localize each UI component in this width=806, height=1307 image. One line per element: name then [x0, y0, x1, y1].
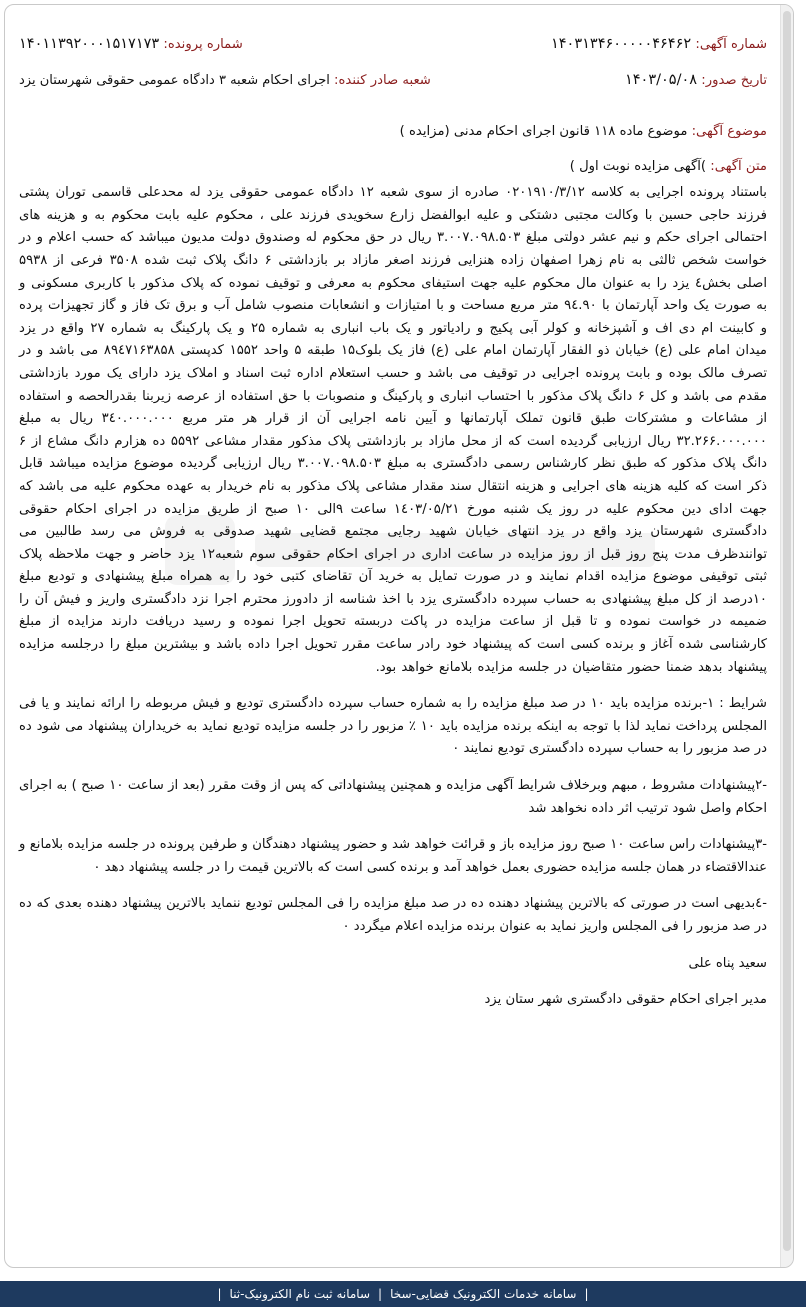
footer-bar — [0, 1281, 806, 1307]
ad-body-text: باستناد پرونده اجرایی به کلاسه ۰۲۰۱۹۱۰/۳/۱۲ صادره از سوی شعبه ۱۲ دادگاه عمومی حقوقی یزد له محدعلی قاسمی توران پشتی فرزند حاجی حسین با وکالت مجتبی دشتکی و علیه ابوالفضل زارع سخویدی فرزند علی ، محکوم علیه بابت محکوم به و هزینه های احتمالی اجرای حکم و نیم عشر دولتی مبلغ ۳.۰۰۷.۰۹۸.۵۰۳ ریال در حق محکوم له وصندوق دولت مدیون میباشد که حسب اعلام و در خواست شخص ثالثی به نام زهرا اصفهان زاده هنزایی فرزند اصغر مازاد بر بازداشتی ۶ دانگ پلاک ثبت شده ۳۵۰۸ فرعی از ۵۹۳۸ اصلی بخش٤ یزد را به عنوان مال محکوم علیه جهت استیفای محکوم به معرفی و توقیف نموده که پلاک مذکور با کاربری مسکونی و به صورت یک واحد آپارتمان با ۹٤.۹۰ متر مربع مساحت و با امتیازات و انشعابات منصوب شامل آب و برق تک فاز و گاز تجهیزات پرده و کابینت ام دی اف و آشپزخانه و کولر آبی پکیج و رادیاتور و یک باب انباری به شماره ۲۵ و یک پارکینگ به شماره ۲۷ واقع در یزد میدان امام علی (ع) خیابان ذو الفقار آپارتمان امام علی (ع) فاز یک بلوک۱۵ طبقه ۵ واحد ۱۵۵۲ کدپستی ۸۹٤۷۱۶۳۸۵۸ می باشد و در تصرف مالک بوده و بابت پرونده اجرایی در توقیف می باشد و حسب استعلام اداره ثبت اسناد و املاک یزد دارای یک مورد بازداشتی مقدم می باشد و کل ۶ دانگ پلاک مذکور با احتساب انباری و پارکینگ و منصوبات با حق استفاده از عرصه زیربنا بقدرالحصه و استفاده از مشاعات و مشترکات طبق قانون تملک آپارتمانها و آیین نامه اجرایی آن از قرار هر متر مربع ۳٤۰.۰۰۰.۰۰۰ ریال به مبلغ ۳۲.۲۶۶.۰۰۰.۰۰۰ ریال ارزیابی گردیده است که از محل مازاد بر بازداشتی پلاک مذکور مقدار مشاعی ۵۵۹۲ ده هزارم دانگ مشاع از ۶ دانگ پلاک مذکور که طبق نظر کارشناس رسمی دادگستری به مبلغ ۳.۰۰۷.۰۹۸.۵۰۳ ریال ارزیابی گردیده موضوع مزایده میباشد قابل ذکر است که کلیه هزینه های اجرایی و هزینه انتقال سند مقدار مشاعی پلاک مذکور به نام خریدار به عهده محکوم علیه می باشد که جهت ادای دین محکوم علیه در روز یک شنبه مورخ ۱٤۰۳/۰۵/۲۱ ساعت ۹الی ۱۰ صبح از طریق مزایده در اجرای احکام حقوقی دادگستری شهرستان یزد واقع در یزد انتهای خیابان شهید رجایی مجتمع قضایی شهید صدوقی به فروش می رسد طالبین می توانندظرف مدت پنج روز قبل از روز مزایده در ساعت اداری در اجرای احکام حقوقی سوم شعبه۱۲ یزد حاضر و جهت ملاحظه پلاک ثبتی توقیفی موضوع مزایده اقدام نمایند و در صورت تمایل به خرید آن تقاضای کتبی خود را به همراه مبلغ پیشنهادی و تودیع مبلغ ۱۰درصد از کل مبلغ پیشنهادی به حساب سپرده دادگستری یزد با اخذ شناسه از دادورز محترم اجرا نزد دادگستری واریز و فیش آن را ضمیمه در خواست نموده و تا قبل از ساعت مزایده در پاکت دربسته تحویل اجرا نموده و رسید دریافت دارند مزایده از مبلغ کارشناسی شده آغاز و برنده کسی است که پیشنهاد خود رادر ساعت مقرر تحویل اجرا داده باشد و بیشترین مبلغ را درجلسه مزایده پیشنهاد بدهد ضمنا حضور متقاضیان در جلسه مزایده بلامانع خواهد بود. — [19, 185, 768, 675]
footer-separator-start: | — [584, 1287, 589, 1301]
condition-4: -٤بدیهی است در صورتی که بالاترین پیشنهاد دهنده ده در صد مبلغ مزایده را فی المجلس تودیع ننماید بالاترین پیشنهاد دهنده بعدی که ده در صد مزبور را فی المجلس واریز نماید به عنوان برنده مزایده اعلام میگردد ٠ — [19, 896, 767, 934]
document-frame — [4, 4, 794, 1268]
issue-date-value: ۱۴۰۳/۰۵/۰۸ — [624, 72, 698, 88]
issue-date-label: تاریخ صدور: — [701, 73, 767, 88]
case-number — [19, 33, 243, 57]
vertical-scrollbar[interactable] — [780, 5, 793, 1267]
sana-link[interactable]: سامانه ثبت نام الکترونیک-ثنا — [229, 1287, 371, 1301]
subject — [19, 121, 767, 144]
condition-2: -۲پیشنهادات مشروط ، مبهم وبرخلاف شرایط آگهی مزایده و همچنین پیشنهاداتی که پس از وقت مقرر (بعد از ساعت ۱۰ صبح ) به اجرای احکام واصل شود ترتیب اثر داده نخواهد شد — [19, 778, 767, 816]
condition-3: -۳پیشنهادات راس ساعت ۱۰ صبح روز مزایده باز و قرائت خواهد شد و حضور پیشنهاد دهندگان و طرفین پرونده در جلسه مزایده بلامانع و عندالاقتضاء در همان جلسه مزایده حضوری بعمل خواهد آمد و برنده کسی است که بالاترین قیمت را در جلسه پیشنهاد دهد ٠ — [19, 837, 767, 875]
issue-date — [625, 69, 767, 93]
ad-number-label: شماره آگهی: — [695, 37, 767, 52]
issuing-branch-value: اجرای احکام شعبه ۳ دادگاه عمومی حقوقی شهرستان یزد — [19, 73, 330, 88]
ad-content — [19, 33, 767, 1012]
issuing-branch-label: شعبه صادر کننده: — [334, 73, 431, 88]
meta-row-1 — [19, 33, 767, 63]
signer-name: سعید پناه علی — [688, 955, 767, 971]
subject-label: موضوع آگهی: — [691, 124, 767, 139]
subject-value: موضوع ماده ۱۱۸ قانون اجرای احکام مدنی (مزایده ) — [399, 124, 688, 139]
case-number-label: شماره پرونده: — [163, 37, 243, 52]
scrollbar-thumb[interactable] — [783, 11, 791, 1251]
ad-number — [551, 33, 767, 57]
meta-row-2 — [19, 69, 767, 99]
ad-text-heading — [19, 156, 767, 179]
ad-text-label: متن آگهی: — [710, 158, 767, 174]
ad-text-title: )آگهی مزایده نوبت اول ) — [569, 158, 707, 174]
sakha-link[interactable]: سامانه خدمات الکترونیک قضایی-سخا — [390, 1287, 577, 1301]
case-number-value: ۱۴۰۱۱۳۹۲۰۰۰۱۵۱۷۱۷۳ — [19, 36, 160, 52]
condition-1: شرایط : ۱-برنده مزایده باید ۱۰ در صد مبلغ مزایده را به شماره حساب سپرده دادگستری تودیع و فیش مربوطه را ارائه نمایند و یا فی المجلس پرداخت نماید لذا با توجه به اینکه برنده مزایده باید ۱۰ ٪ مزبور را در جلسه مزایده تودیع نماید به خریداران پیشنهاد می شود ده در صد مزبور را به حساب سپرده دادگستری تودیع نمایند ٠ — [19, 696, 767, 757]
ad-number-value: ۱۴۰۳۱۳۴۶۰۰۰۰۰۴۶۴۶۲ — [550, 36, 692, 52]
footer-separator-mid: | — [378, 1287, 383, 1301]
signer-title: مدیر اجرای احکام حقوقی دادگستری شهر ستان یزد — [484, 992, 767, 1008]
footer-separator-end: | — [217, 1287, 222, 1301]
issuing-branch — [19, 70, 431, 93]
